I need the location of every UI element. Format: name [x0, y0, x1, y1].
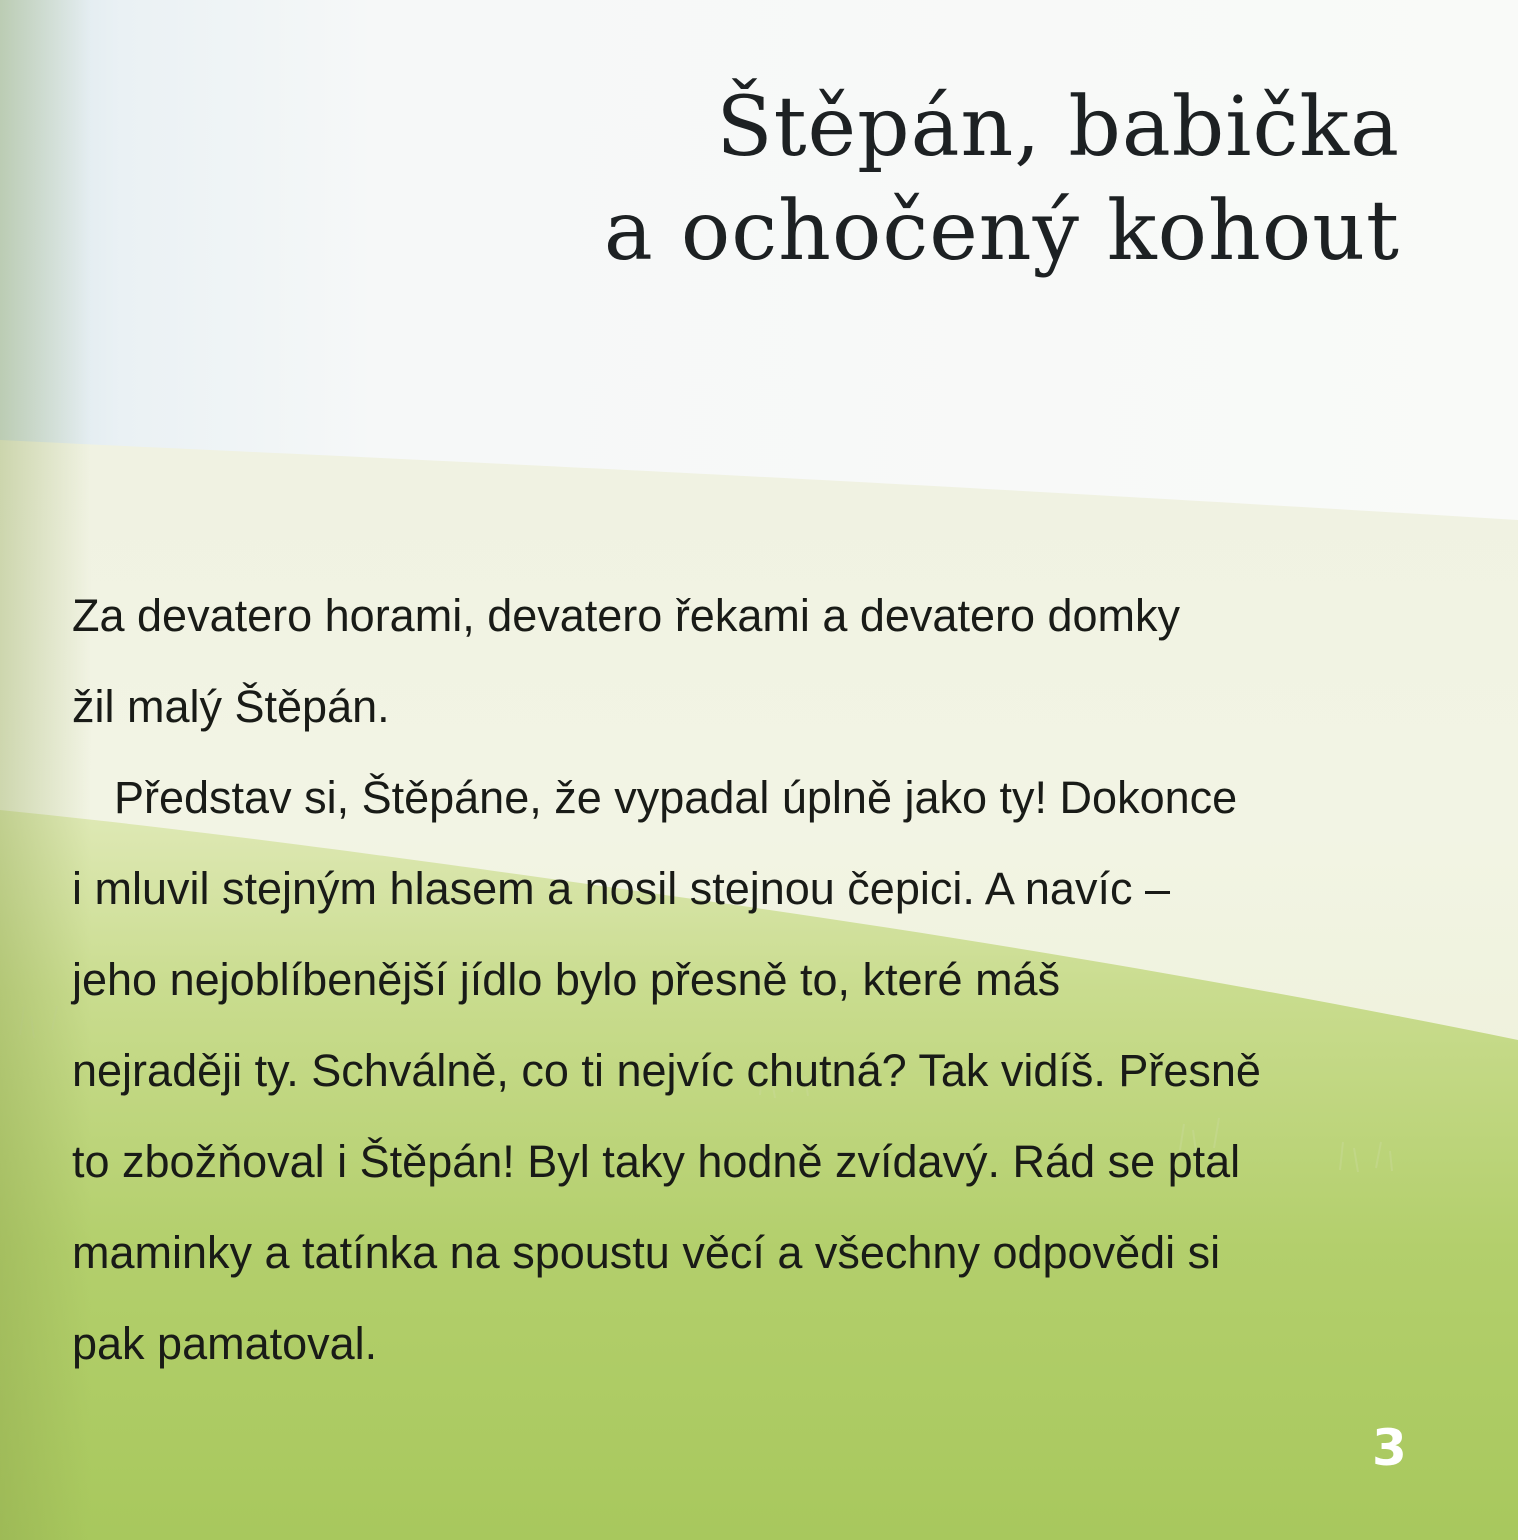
- story-body: [72, 570, 1432, 1389]
- text-line: i mluvil stejným hlasem a nosil stejnou čepici. A navíc –: [72, 863, 1170, 914]
- text-line: jeho nejoblíbenější jídlo bylo přesně to, které máš: [72, 954, 1061, 1005]
- page-number: 3: [1372, 1419, 1407, 1477]
- text-line: žil malý Štěpán.: [72, 681, 390, 732]
- story-title-line-2: a ochočený kohout: [603, 184, 1400, 279]
- text-line: Za devatero horami, devatero řekami a devatero domky: [72, 590, 1181, 641]
- paragraph-1: [72, 570, 1432, 752]
- text-line: to zbožňoval i Štěpán! Byl taky hodně zvídavý. Rád se ptal: [72, 1136, 1241, 1187]
- text-line: maminky a tatínka na spoustu věcí a všechny odpovědi si: [72, 1227, 1221, 1278]
- text-line: pak pamatoval.: [72, 1318, 378, 1369]
- paragraph-2: [72, 752, 1432, 1389]
- text-line: Představ si, Štěpáne, že vypadal úplně jako ty! Dokonce: [114, 772, 1238, 823]
- story-title-line-1: Štěpán, babička: [716, 80, 1400, 175]
- story-title: [604, 76, 1400, 284]
- text-line: nejraději ty. Schválně, co ti nejvíc chutná? Tak vidíš. Přesně: [72, 1045, 1261, 1096]
